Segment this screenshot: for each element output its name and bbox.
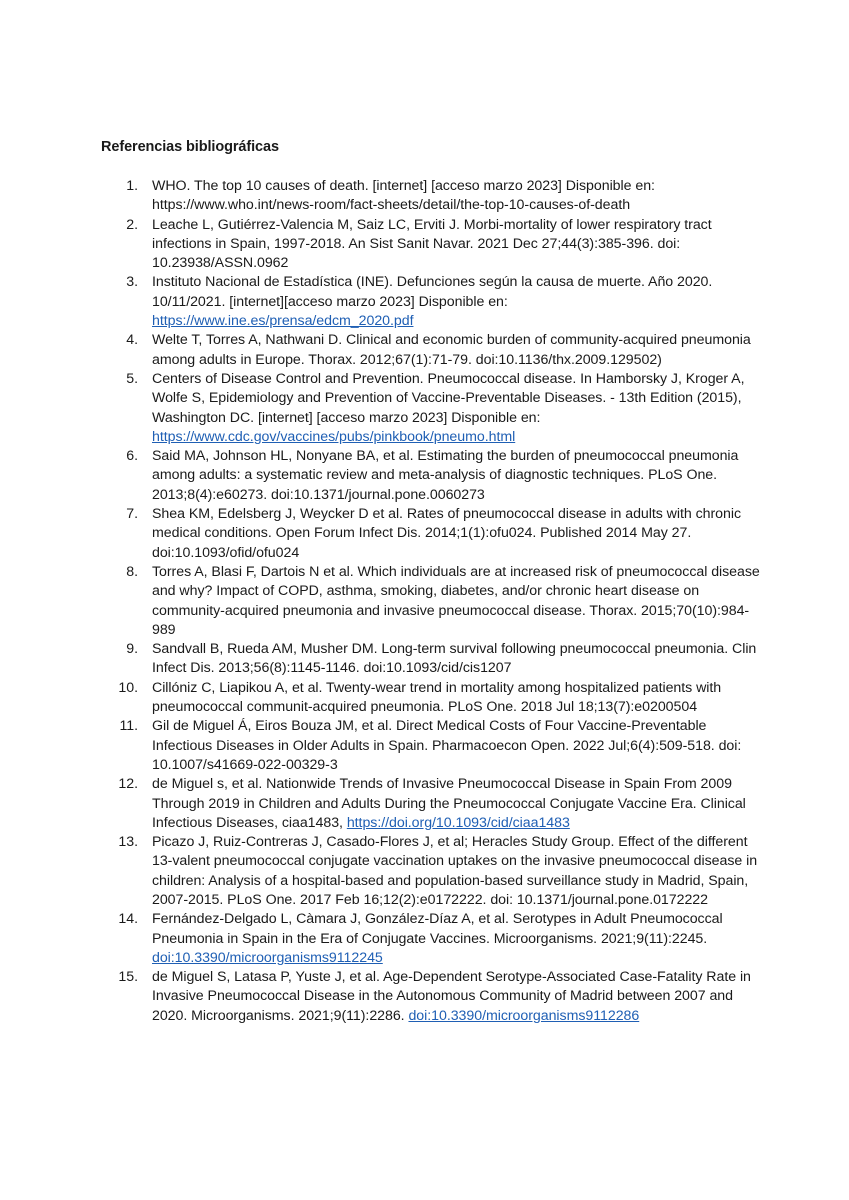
reference-text: Shea KM, Edelsberg J, Weycker D et al. Rates of pneumococcal disease in adults with chronic medical conditions. Open Forum Infect Dis. 2014;1(1):ofu024. Published 2014 May 27. doi:10.1093/ofid/ofu024 bbox=[152, 506, 741, 561]
reference-number: 12. bbox=[118, 776, 138, 793]
reference-link[interactable]: https://www.ine.es/prensa/edcm_2020.pdf bbox=[152, 313, 414, 330]
reference-item bbox=[100, 717, 760, 775]
reference-item bbox=[100, 505, 760, 563]
reference-text: de Miguel S, Latasa P, Yuste J, et al. Age-Dependent Serotype-Associated Case-Fatality Rate in Invasive Pneumococcal Disease in the Autonomous Community of Madrid between 2007 and 2020. Microorganisms. 2021;9(11):2286. bbox=[152, 969, 751, 1024]
reference-link[interactable]: doi:10.3390/microorganisms9112286 bbox=[408, 1007, 640, 1024]
reference-number: 7. bbox=[126, 506, 138, 523]
reference-number: 13. bbox=[118, 834, 138, 851]
reference-item bbox=[100, 216, 760, 274]
reference-item bbox=[100, 563, 760, 640]
reference-item bbox=[100, 447, 760, 505]
reference-text: Said MA, Johnson HL, Nonyane BA, et al. Estimating the burden of pneumococcal pneumonia among adults: a systematic review and meta-analysis of diagnostic techniques. PLoS One. 2013;8(4):e60273. doi:10.1371/journal.pone.0060273 bbox=[152, 448, 739, 503]
references-heading: Referencias bibliográficas bbox=[101, 139, 279, 155]
reference-number: 10. bbox=[118, 679, 138, 696]
reference-number: 14. bbox=[118, 911, 138, 928]
reference-text: Sandvall B, Rueda AM, Musher DM. Long-term survival following pneumococcal pneumonia. Clin Infect Dis. 2013;56(8):1145-1146. doi:10.1093/cid/cis1207 bbox=[152, 641, 757, 677]
reference-number: 9. bbox=[126, 641, 138, 658]
reference-number: 1. bbox=[126, 178, 138, 194]
reference-item bbox=[100, 968, 760, 1026]
reference-item bbox=[100, 910, 760, 968]
reference-text: Cillóniz C, Liapikou A, et al. Twenty-wear trend in mortality among hospitalized patients with pneumococcal communit-acquired pneumonia. PLoS One. 2018 Jul 18;13(7):e0200504 bbox=[152, 679, 722, 716]
reference-item bbox=[100, 273, 760, 331]
reference-text: Welte T, Torres A, Nathwani D. Clinical and economic burden of community-acquired pneumonia among adults in Europe. Thorax. 2012;67(1):71-79. doi:10.1136/thx.2009.129502) bbox=[152, 332, 751, 368]
reference-text: de Miguel s, et al. Nationwide Trends of Invasive Pneumococcal Disease in Spain From 2009 Through 2019 in Children and Adults During the Pneumococcal Conjugate Vaccine Era. Clinical Infectious Diseases, ciaa1483, bbox=[152, 776, 746, 831]
reference-number: 5. bbox=[126, 370, 138, 387]
reference-number: 3. bbox=[126, 274, 138, 291]
reference-link[interactable]: https://doi.org/10.1093/cid/ciaa1483 bbox=[346, 814, 570, 831]
reference-number: 15. bbox=[118, 969, 138, 986]
reference-number: 4. bbox=[126, 332, 138, 349]
reference-item bbox=[100, 679, 760, 718]
reference-item bbox=[100, 370, 760, 447]
references-list bbox=[100, 177, 760, 1026]
reference-item bbox=[100, 640, 760, 679]
reference-item bbox=[100, 177, 760, 216]
reference-link[interactable]: https://www.cdc.gov/vaccines/pubs/pinkbook/pneumo.html bbox=[152, 428, 516, 445]
reference-text: Torres A, Blasi F, Dartois N et al. Which individuals are at increased risk of pneumococcal disease and why? Impact of COPD, asthma, smoking, diabetes, and/or chronic heart disease on community-acquired pneumonia and invasive pneumococcal disease. Thorax. 2015;70(10):984-989 bbox=[152, 563, 760, 638]
reference-number: 6. bbox=[126, 448, 138, 465]
reference-text: Picazo J, Ruiz-Contreras J, Casado-Flores J, et al; Heracles Study Group. Effect of the different 13-valent pneumococcal conjugate vaccination uptakes on the invasive pneumococcal disease in children: Analysis of a hospital-based and population-based surveillance study in Madrid, Spain, 2007-2015. PLoS One. 2017 Feb 16;12(2):e0172222. doi: 10.1371/journal.pone.0172222 bbox=[152, 834, 758, 908]
reference-text: Gil de Miguel Á, Eiros Bouza JM, et al. Direct Medical Costs of Four Vaccine-Preventable Infectious Diseases in Older Adults in Spain. Pharmacoecon Open. 2022 Jul;6(4):509-518. doi: 10.1007/s41669-022-00329-3 bbox=[152, 718, 742, 773]
reference-item bbox=[100, 775, 760, 833]
reference-number: 8. bbox=[126, 563, 138, 580]
reference-text: Fernández-Delgado L, Càmara J, González-Díaz A, et al. Serotypes in Adult Pneumococcal Pneumonia in Spain in the Era of Conjugate Vaccines. Microorganisms. 2021;9(11):2245. bbox=[152, 911, 723, 947]
reference-text: Centers of Disease Control and Prevention. Pneumococcal disease. In Hamborsky J, Kroger A, Wolfe S, Epidemiology and Prevention of Vaccine-Preventable Diseases. - 13th Edition (2015), Washington DC. [internet] [acceso marzo 2023] Disponible en: bbox=[152, 370, 745, 426]
reference-link[interactable]: doi:10.3390/microorganisms9112245 bbox=[152, 949, 383, 966]
reference-text: Leache L, Gutiérrez-Valencia M, Saiz LC, Erviti J. Morbi-mortality of lower respiratory tract infections in Spain, 1997-2018. An Sist Sanit Navar. 2021 Dec 27;44(3):385-396. doi: 10.23938/ASSN.0962 bbox=[152, 216, 712, 272]
reference-item bbox=[100, 833, 760, 910]
reference-number: 11. bbox=[119, 718, 138, 735]
reference-text: Instituto Nacional de Estadística (INE). Defunciones según la causa de muerte. Año 2020. 10/11/2021. [internet][acceso marzo 2023] Disponible en: bbox=[152, 274, 713, 310]
reference-item bbox=[100, 331, 760, 370]
reference-text: WHO. The top 10 causes of death. [internet] [acceso marzo 2023] Disponible en: https://www.who.int/news-room/fact-sheets/detail/the-top-10-causes-of-death bbox=[152, 178, 655, 214]
reference-number: 2. bbox=[126, 216, 138, 233]
